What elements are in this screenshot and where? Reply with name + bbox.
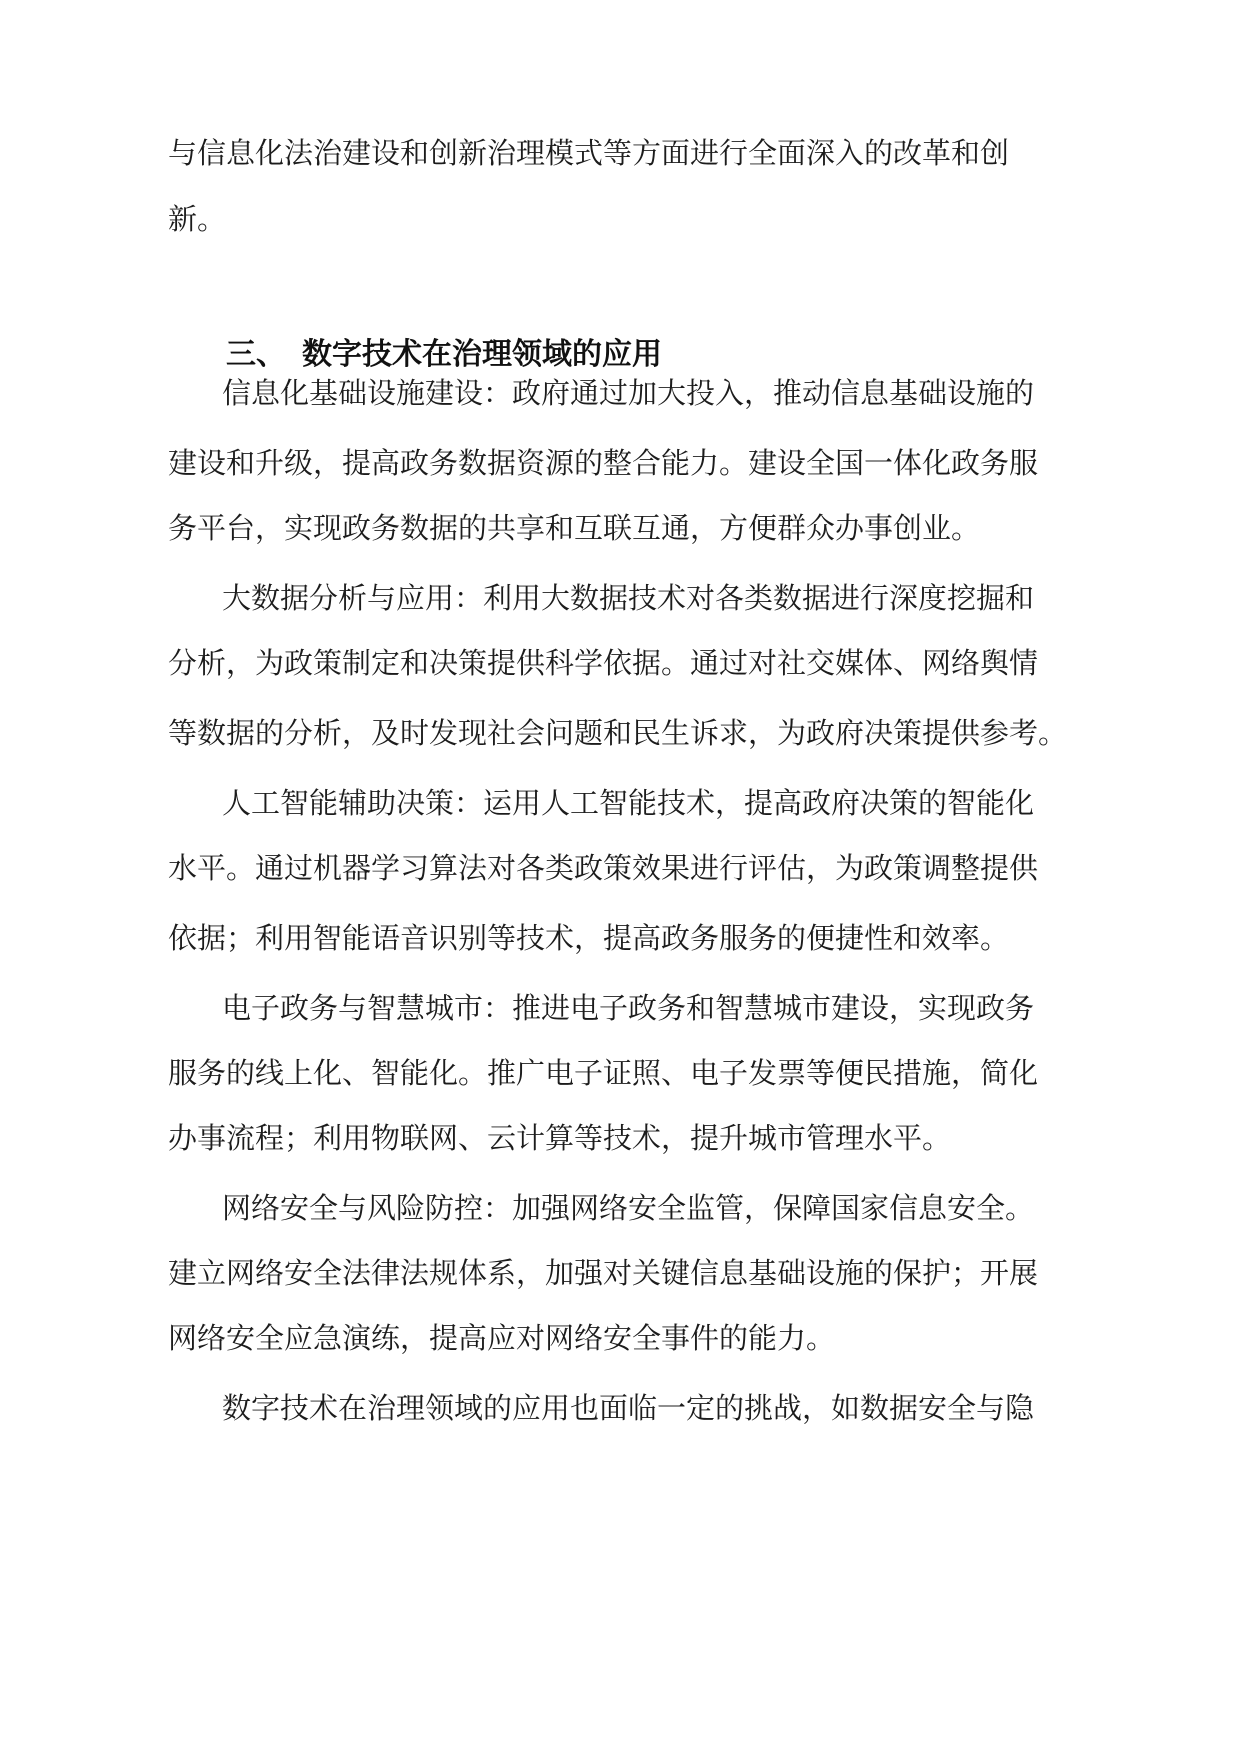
paragraph-line: 大数据分析与应用：利用大数据技术对各类数据进行深度挖掘和: [222, 581, 1035, 615]
paragraph-line: 与信息化法治建设和创新治理模式等方面进行全面深入的改革和创: [168, 136, 1010, 170]
section-title: 数字技术在治理领域的应用: [302, 337, 662, 372]
paragraph-line: 人工智能辅助决策：运用人工智能技术，提高政府决策的智能化: [222, 786, 1035, 820]
paragraph-line: 务平台，实现政务数据的共享和互联互通，方便群众办事创业。: [168, 511, 981, 545]
paragraph-line: 网络安全与风险防控：加强网络安全监管，保障国家信息安全。: [222, 1191, 1035, 1225]
paragraph-line: 办事流程；利用物联网、云计算等技术，提升城市管理水平。: [168, 1121, 952, 1155]
paragraph-line: 建立网络安全法律法规体系，加强对关键信息基础设施的保护；开展: [168, 1256, 1039, 1290]
paragraph-line: 信息化基础设施建设：政府通过加大投入，推动信息基础设施的: [222, 376, 1035, 410]
paragraph-line: 分析，为政策制定和决策提供科学依据。通过对社交媒体、网络舆情: [168, 646, 1039, 680]
paragraph-line: 依据；利用智能语音识别等技术，提高政务服务的便捷性和效率。: [168, 921, 1010, 955]
paragraph-line: 等数据的分析，及时发现社会问题和民生诉求，为政府决策提供参考。: [168, 716, 1068, 750]
paragraph-line: 网络安全应急演练，提高应对网络安全事件的能力。: [168, 1321, 836, 1355]
paragraph-line: 新。: [168, 202, 227, 236]
paragraph-line: 水平。通过机器学习算法对各类政策效果进行评估，为政策调整提供: [168, 851, 1039, 885]
paragraph-line: 数字技术在治理领域的应用也面临一定的挑战，如数据安全与隐: [222, 1391, 1035, 1425]
paragraph-line: 电子政务与智慧城市：推进电子政务和智慧城市建设，实现政务: [222, 991, 1035, 1025]
paragraph-line: 服务的线上化、智能化。推广电子证照、电子发票等便民措施，简化: [168, 1056, 1039, 1090]
section-number: 三、: [226, 337, 286, 372]
paragraph-line: 建设和升级，提高政务数据资源的整合能力。建设全国一体化政务服: [168, 446, 1039, 480]
